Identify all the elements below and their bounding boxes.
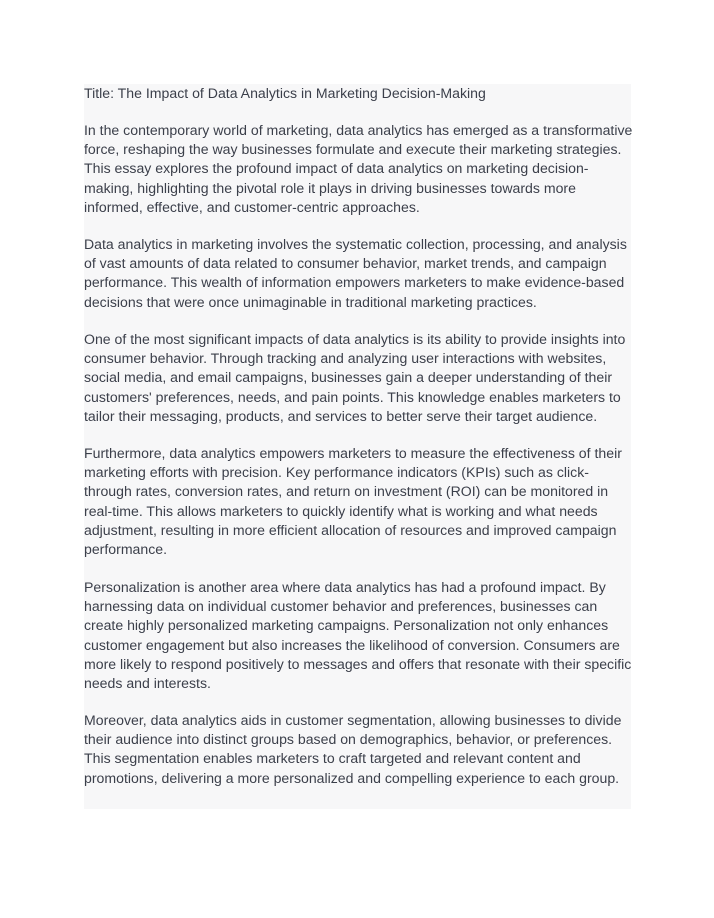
paragraph-3: One of the most significant impacts of data analytics is its ability to provide insights into consumer behavior. Through tracking and analyzing user interactions with websites, social media, and email campaigns, businesses gain a deeper understanding of their customers' preferences, needs, and pain points. This knowledge enables marketers to tailor their messaging, products, and services to better serve their target audience. (84, 331, 626, 424)
paragraph-6: Moreover, data analytics aids in customer segmentation, allowing businesses to divide their audience into distinct groups based on demographics, behavior, or preferences. This segmentation enables marketers to craft targeted and relevant content and promotions, delivering a more personalized and compelling experience to each group. (84, 712, 622, 786)
document-title: Title: The Impact of Data Analytics in Marketing Decision-Making (84, 85, 486, 101)
document-body (84, 84, 631, 809)
paragraph-4: Furthermore, data analytics empowers marketers to measure the effectiveness of their marketing efforts with precision. Key performance indicators (KPIs) such as click-through rates, conversion rates, and return on investment (ROI) can be monitored in real-time. This allows marketers to quickly identify what is working and what needs adjustment, resulting in more efficient allocation of resources and improved campaign performance. (84, 445, 622, 558)
paragraph-2: Data analytics in marketing involves the systematic collection, processing, and analysis of vast amounts of data related to consumer behavior, market trends, and campaign performance. This wealth of information empowers marketers to make evidence-based decisions that were once unimaginable in traditional marketing practices. (84, 236, 627, 310)
paragraph-1: In the contemporary world of marketing, data analytics has emerged as a transformative force, reshaping the way businesses formulate and execute their marketing strategies. This essay explores the profound impact of data analytics on marketing decision-making, highlighting the pivotal role it plays in driving businesses towards more informed, effective, and customer-centric approaches. (84, 122, 633, 215)
paragraph-5: Personalization is another area where data analytics has had a profound impact. By harnessing data on individual customer behavior and preferences, businesses can create highly personalized marketing campaigns. Personalization not only enhances customer engagement but also increases the likelihood of conversion. Consumers are more likely to respond positively to messages and offers that resonate with their specific needs and interests. (84, 579, 632, 692)
